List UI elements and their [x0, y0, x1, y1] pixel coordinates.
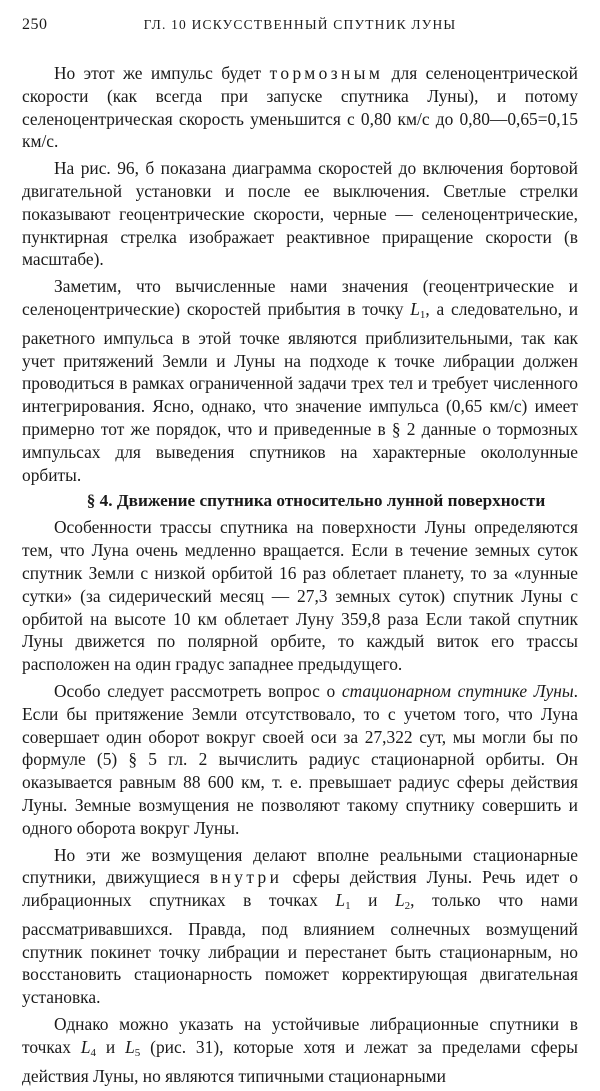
paragraph-libration-estimate — [22, 275, 578, 486]
text-run: Заметим, что вычисленные нами значения (геоцентрические и селеноцентрические) скоростей прибытия в точку — [22, 276, 578, 319]
math-variable: L — [335, 890, 346, 911]
paragraph-ground-track: Особенности трассы спутника на поверхности Луны определяются тем, что Луна очень медленно вращается. Если в течение земных суток спутник Земли с низкой орбитой 16 раз облетает планету, то за «лунные сутки» (за сидерический месяц — 27,3 земных суток) спутник Луны с орбитой на высоте 10 км облетает Луну 359,8 раза Если такой спутник Луны движется по полярной орбите, то каждый виток его трассы расположен на один градус западнее предыдущего. — [22, 517, 578, 675]
page-number: 250 — [22, 16, 48, 33]
text-run: и — [350, 890, 395, 911]
body-text — [22, 62, 578, 1091]
paragraph-stationary-satellite — [22, 680, 578, 840]
text-run: Однако можно указать на устойчивые либрационные спутники в точках — [22, 1014, 578, 1057]
text-run: Но этот же импульс будет — [54, 63, 270, 83]
math-variable: L — [80, 1036, 91, 1057]
paragraph-stable-libration — [22, 1013, 578, 1087]
text-run: , только что нами рассматривавшихся. Правда, под влиянием солнечных возмущений спутник покинет точку либрации и перестанет быть стационарным, но восстановить стационарность поможет корректирующая двигательная установка. — [22, 890, 578, 1008]
spaced-emphasis: внутри — [209, 867, 283, 888]
math-variable: L — [394, 890, 405, 911]
math-subscript: 2 — [404, 900, 411, 913]
page-header — [22, 16, 578, 40]
text-run: . Если бы притяжение Земли отсутствовало, то с учетом того, что Луна совершает один оборот вокруг своей оси за 27,322 сут, мы могли бы по формуле (5) § 5 гл. 2 вычислить радиус стационарной орбиты. Он оказывается равным 88 600 км, т. е. превышает радиус сферы действия Луны. Земные возмущения не позволяют такому спутнику совершить и одного оборота вокруг Луны. — [22, 680, 578, 838]
paragraph-velocity-diagram: На рис. 96, б показана диаграмма скоростей до включения бортовой двигательной установки и после ее выключения. Светлые стрелки показывают геоцентрические скорости, черные — селеноцентрические, пунктирная стрелка изображает реактивное приращение скорости (в масштабе). — [22, 158, 578, 270]
section-title: § 4. Движение спутника относительно лунной поверхности — [86, 491, 546, 511]
running-title: ГЛ. 10 ИСКУССТВЕННЫЙ СПУТНИК ЛУНЫ — [143, 17, 457, 32]
text-run: Особо следует рассмотреть вопрос о — [54, 680, 342, 701]
math-subscript: 1 — [345, 900, 351, 913]
text-run: для селеноцентрической скорости (как всегда при запуске спутника Луны), и потому селеноцентрическая скорость уменьшится с 0,80 км/с до 0,80—0,65=0,15 км/с. — [22, 63, 578, 152]
math-subscript: 1 — [419, 308, 426, 321]
math-variable: L — [125, 1036, 135, 1057]
math-subscript: 5 — [134, 1046, 141, 1059]
spaced-emphasis: тормозным — [269, 63, 384, 83]
text-run: (рис. 31), которые хотя и лежат за пределами сферы действия Луны, но являются типичными стационарными — [22, 1036, 578, 1086]
paragraph-libration-satellites — [22, 844, 578, 1010]
text-run: , а следовательно, и ракетного импульса в этой точке являются приблизительными, так как учет притяжений Земли и Луны на подходе к точке либрации должен проводиться в рамках ограниченной задачи трех тел и требует численного интегрирования. Ясно, однако, что значение импульса (0,65 км/с) имеет примерно тот же порядок, что и приведенные в § 2 данные о тормозных импульсах для выведения спутников на характерные окололунные орбиты. — [22, 298, 579, 485]
paragraph-impulse — [22, 62, 578, 153]
math-subscript: 4 — [90, 1046, 97, 1059]
text-run: Но эти же возмущения делают вполне реальными стационарные спутники, движущиеся — [22, 844, 578, 888]
math-variable: L — [410, 298, 420, 319]
text-run: сферы действия Луны. Речь идет о либрационных спутниках в точках — [22, 867, 578, 911]
italic-term: стационарном спутнике Луны — [341, 680, 574, 701]
text-run: и — [96, 1036, 126, 1057]
